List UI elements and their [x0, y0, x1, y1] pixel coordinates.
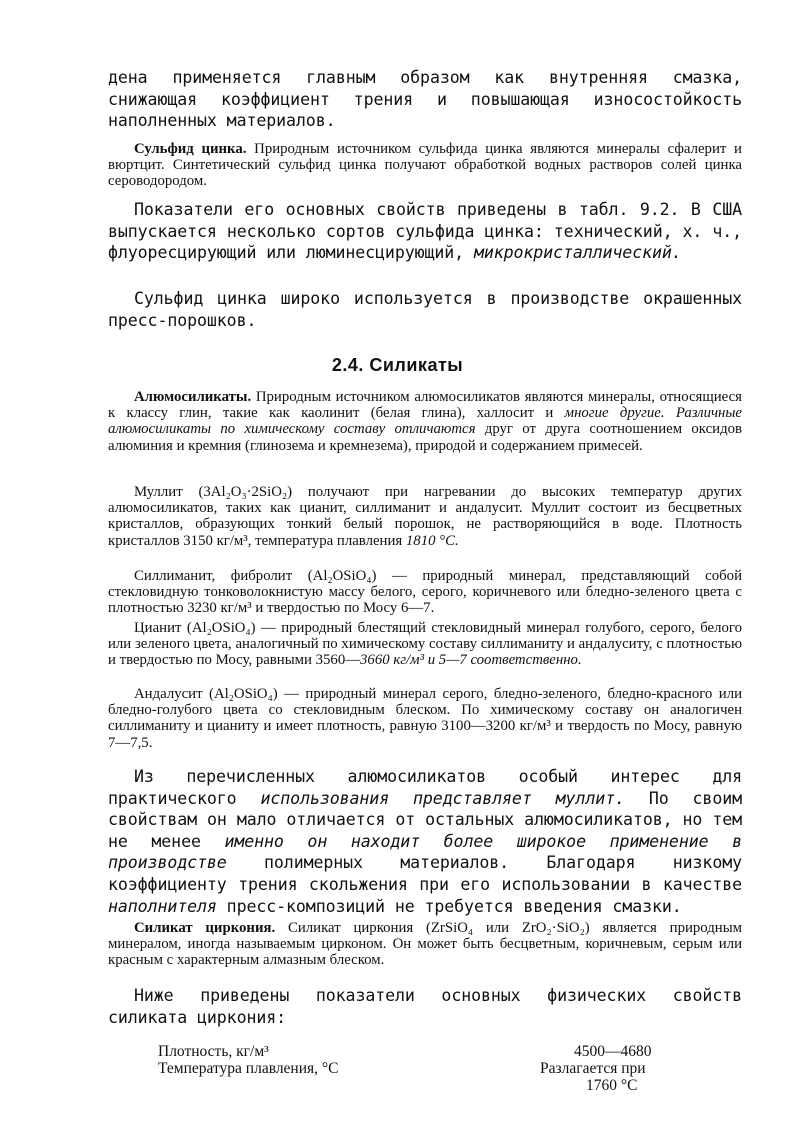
paragraph-italic: 1810 °С. [405, 532, 459, 549]
property-value: 4500—4680 [574, 1043, 652, 1060]
paragraph-zinc-sulfide-source [108, 141, 742, 190]
run-in-heading: Алюмосиликаты. [134, 389, 252, 405]
paragraph-italic: 3660 кг/м³ и 5—7 соответственно. [360, 652, 582, 669]
run-in-heading: Сульфид цинка. [134, 141, 247, 157]
paragraph-text: пресс-композиций не требуется введения смазки. [216, 896, 682, 916]
paragraph-mullite [108, 484, 742, 549]
paragraph-text: Показатели его основных свойств приведены в табл. 9.2. В США выпускается несколько сортов сульфида цинка: технический, х. ч., флуоресцирующий или люминесцирующий, [108, 200, 742, 263]
paragraph-italic: микрокристаллический. [473, 243, 682, 263]
section-heading: 2.4. Силикаты [331, 355, 464, 375]
paragraph-text: Ниже приведены показатели основных физических свойств силиката циркония: [108, 986, 742, 1027]
paragraph-text: По своим свойствам он мало отличается от остальных алюмосиликатов, но тем не менее [108, 788, 742, 851]
property-value-continuation: 1760 °С [586, 1077, 638, 1094]
property-row [158, 1043, 698, 1060]
paragraph-italic: именно он находит более широкое применение в производстве [108, 831, 742, 873]
paragraph-kyanite [108, 620, 742, 669]
paragraph-mullite-interest [108, 766, 742, 917]
paragraph-zinc-sulfide-use [108, 288, 742, 331]
paragraph-italic: наполнителя [108, 896, 217, 916]
paragraph-text: Силикат циркония (ZrSiO₄ или ZrO₂·SiO₂) является природным минералом, иногда называемым цирконом. Он может быть бесцветным, коричневым, серым или красным с характерным алмазным блеском. [108, 920, 743, 969]
paragraph-italic: многие другие. Различные алюмосиликаты по химическому составу отличаются [108, 405, 742, 438]
property-value: Разлагается при [540, 1060, 646, 1077]
paragraph-aluminosilicates [108, 389, 742, 454]
paragraph-text: Природным источником сульфида цинка являются минералы сфалерит и вюртцит. Синтетический сульфид цинка получают обработкой водных растворов солей цинка сероводородом. [108, 141, 742, 190]
paragraph-italic: использования представляет муллит. [260, 788, 625, 808]
paragraph-zinc-sulfide-grades [108, 199, 742, 264]
property-label: Плотность, кг/м³ [158, 1043, 269, 1060]
paragraph-text: Андалусит (Al₂OSiO₄) — природный минерал серого, бледно-зеленого, бледно-красного или бледно-голубого цвета со стекловидным блеском. По химическому составу он аналогичен силлиманиту и цианиту и имеет плотность, равную 3100—3200 кг/м³ и твердость по Мосу, равную 7—7,5. [108, 686, 742, 751]
paragraph-text: Из перечисленных алюмосиликатов особый интерес для практического [108, 767, 742, 808]
paragraph-text: полимерных материалов. Благодаря низкому коэффициенту трения скольжения при его использовании в качестве [108, 853, 742, 894]
paragraph-text: Сульфид цинка широко используется в производстве окрашенных пресс-порошков. [108, 289, 742, 330]
paragraph-sillimanite [108, 568, 742, 617]
property-label: Температура плавления, °С [158, 1060, 339, 1077]
paragraph-zirconium-properties-intro [108, 985, 742, 1028]
paragraph-zirconium-silicate [108, 920, 742, 969]
properties-table [158, 1043, 698, 1094]
paragraph-text: друг от друга соотношением оксидов алюминия и кремния (глинозема и кремнезема), природой и содержанием примесей. [108, 421, 742, 454]
property-row-continuation [158, 1077, 698, 1094]
paragraph-lubricant [108, 67, 742, 132]
paragraph-text: Природным источником алюмосиликатов являются минералы, относящиеся к классу глин, такие как каолинит (белая глина), халлосит и [108, 389, 742, 422]
paragraph-andalusite [108, 686, 742, 751]
paragraph-text: Силлиманит, фибролит (Al₂OSiO₄) — природный минерал, представляющий собой стекловидную тонковолокнистую массу белого, серого, коричневого или бледно-зеленого цвета с плотностью 3230 кг/м³ и твердостью по Мосу 6—7. [108, 568, 742, 617]
run-in-heading: Силикат циркония. [134, 920, 276, 936]
paragraph-text: Цианит (Al₂OSiO₄) — природный блестящий стекловидный минерал голубого, серого, белого или зеленого цвета, аналогичный по химическому составу силлиманиту и андалуситу, с плотностью и твердостью по Мосу, равными 3560— [108, 620, 742, 669]
paragraph-text: дена применяется главным образом как внутренняя смазка, снижающая коэффициент трения и повышающая износостойкость наполненных материалов. [108, 68, 742, 131]
paragraph-text: Муллит (3Al₂O₃·2SiO₂) получают при нагревании до высоких температур других алюмосиликатов, таких как цианит, силлиманит и андалусит. Муллит состоит из бесцветных кристаллов, образующих тонкий белый порошок, не растворяющийся в воде. Плотность кристаллов 3150 кг/м³, температура плавления [108, 484, 742, 549]
property-row [158, 1060, 698, 1077]
